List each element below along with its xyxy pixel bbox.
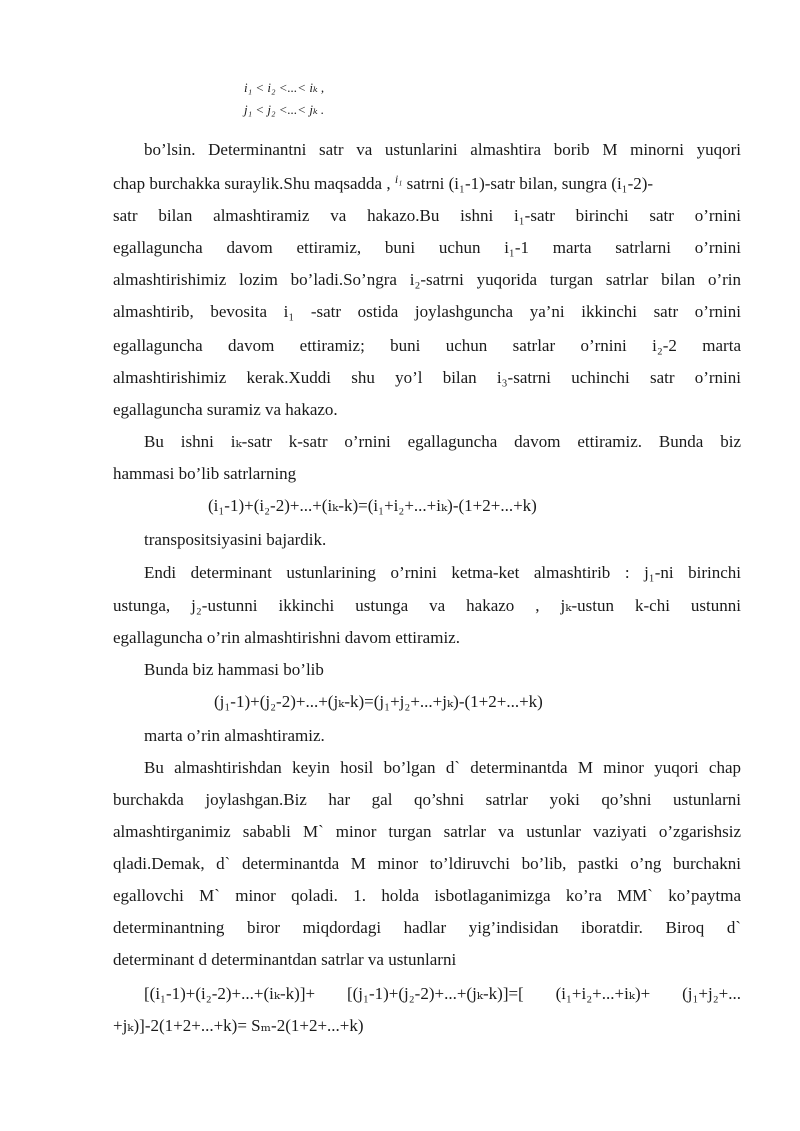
header-inequality-j: j₁ < j₂ <...< jₖ . <box>244 102 325 117</box>
text-line-7: egallaguncha davom ettiramiz; buni uchun satrlar o’rnini i₂-2 marta <box>113 336 741 355</box>
text-line-4: egallaguncha davom ettiramiz, buni uchun i₁-1 marta satrlarni o’rnini <box>113 238 741 257</box>
text-line-10: Bu ishni iₖ-satr k-satr o’rnini egallaguncha davom ettiramiz. Bunda biz <box>144 432 741 451</box>
formula-total-transpositions: [(i₁-1)+(i₂-2)+...+(iₖ-k)]+ [(j₁-1)+(j₂-2)+...+(jₖ-k)]=[ (i₁+i₂+...+iₖ)+ (j₁+j₂+... <box>144 984 741 1003</box>
formula-transpositions-rows: (i₁-1)+(i₂-2)+...+(iₖ-k)=(i₁+i₂+...+iₖ)-(1+2+...+k) <box>208 496 537 515</box>
header-inequality-i: i₁ < i₂ <...< iₖ , <box>244 80 325 95</box>
text-line-19: marta o’rin almashtiramiz. <box>144 726 325 745</box>
formula-total-result: +jₖ)]-2(1+2+...+k)= Sₘ-2(1+2+...+k) <box>113 1016 364 1035</box>
text-line-26: determinant d determinantdan satrlar va ustunlarni <box>113 950 457 969</box>
text-line-24: egallovchi M` minor qoladi. 1. holda isbotlaganimizga ko’ra MM` ko’paytma <box>113 886 741 905</box>
text-line-22: almashtirganimiz sababli M` minor turgan satrlar va ustunlar vaziyati o’zgarishsiz <box>113 822 741 841</box>
text-line-17: Bunda biz hammasi bo’lib <box>144 660 324 679</box>
text-line-8: almashtirishimiz kerak.Xuddi shu yo’l bilan i₃-satrni uchinchi satr o’rnini <box>113 368 741 387</box>
text-line-16: egallaguncha o’rin almashtirishni davom ettiramiz. <box>113 628 460 647</box>
text-line-2b: satrni (i₁-1)-satr bilan, sungra (i₁-2)- <box>406 174 654 193</box>
text-line-20: Bu almashtirishdan keyin hosil bo’lgan d` determinantda M minor yuqori chap <box>144 758 741 777</box>
text-line-2a: chap burchakka suraylik.Shu maqsadda , <box>113 174 391 193</box>
text-line-23: qladi.Demak, d` determinantda M minor to’ldiruvchi bo’lib, pastki o’ng burchakni <box>113 854 741 873</box>
text-line-25: determinantning biror miqdordagi hadlar yig’indisidan iboratdir. Biroq d` <box>113 918 741 937</box>
text-line-2 <box>113 174 653 195</box>
text-line-5: almashtirishimiz lozim bo’ladi.So’ngra i₂-satrni yuqorida turgan satrlar bilan o’rin <box>113 270 741 289</box>
formula-transpositions-columns: (j₁-1)+(j₂-2)+...+(jₖ-k)=(j₁+j₂+...+jₖ)-(1+2+...+k) <box>214 692 543 711</box>
text-line-15: ustunga, j₂-ustunni ikkinchi ustunga va hakazo , jₖ-ustun k-chi ustunni <box>113 596 741 615</box>
text-line-9: egallaguncha suramiz va hakazo. <box>113 400 338 419</box>
text-line-13: transpositsiyasini bajardik. <box>144 530 327 549</box>
text-line-14: Endi determinant ustunlarining o’rnini ketma-ket almashtirib : j₁-ni birinchi <box>144 563 741 582</box>
text-line-11: hammasi bo’lib satrlarning <box>113 464 297 483</box>
text-line-3: satr bilan almashtiramiz va hakazo.Bu ishni i₁-satr birinchi satr o’rnini <box>113 206 741 225</box>
inline-symbol-i1: i₁ <box>394 172 403 186</box>
text-line-21: burchakda joylashgan.Biz har gal qo’shni satrlar yoki qo’shni ustunlarni <box>113 790 741 809</box>
text-line-1: bo’lsin. Determinantni satr va ustunlarini almashtira borib M minorni yuqori <box>144 140 741 159</box>
text-line-6: almashtirib, bevosita i₁ -satr ostida joylashguncha ya’ni ikkinchi satr o’rnini <box>113 302 741 321</box>
